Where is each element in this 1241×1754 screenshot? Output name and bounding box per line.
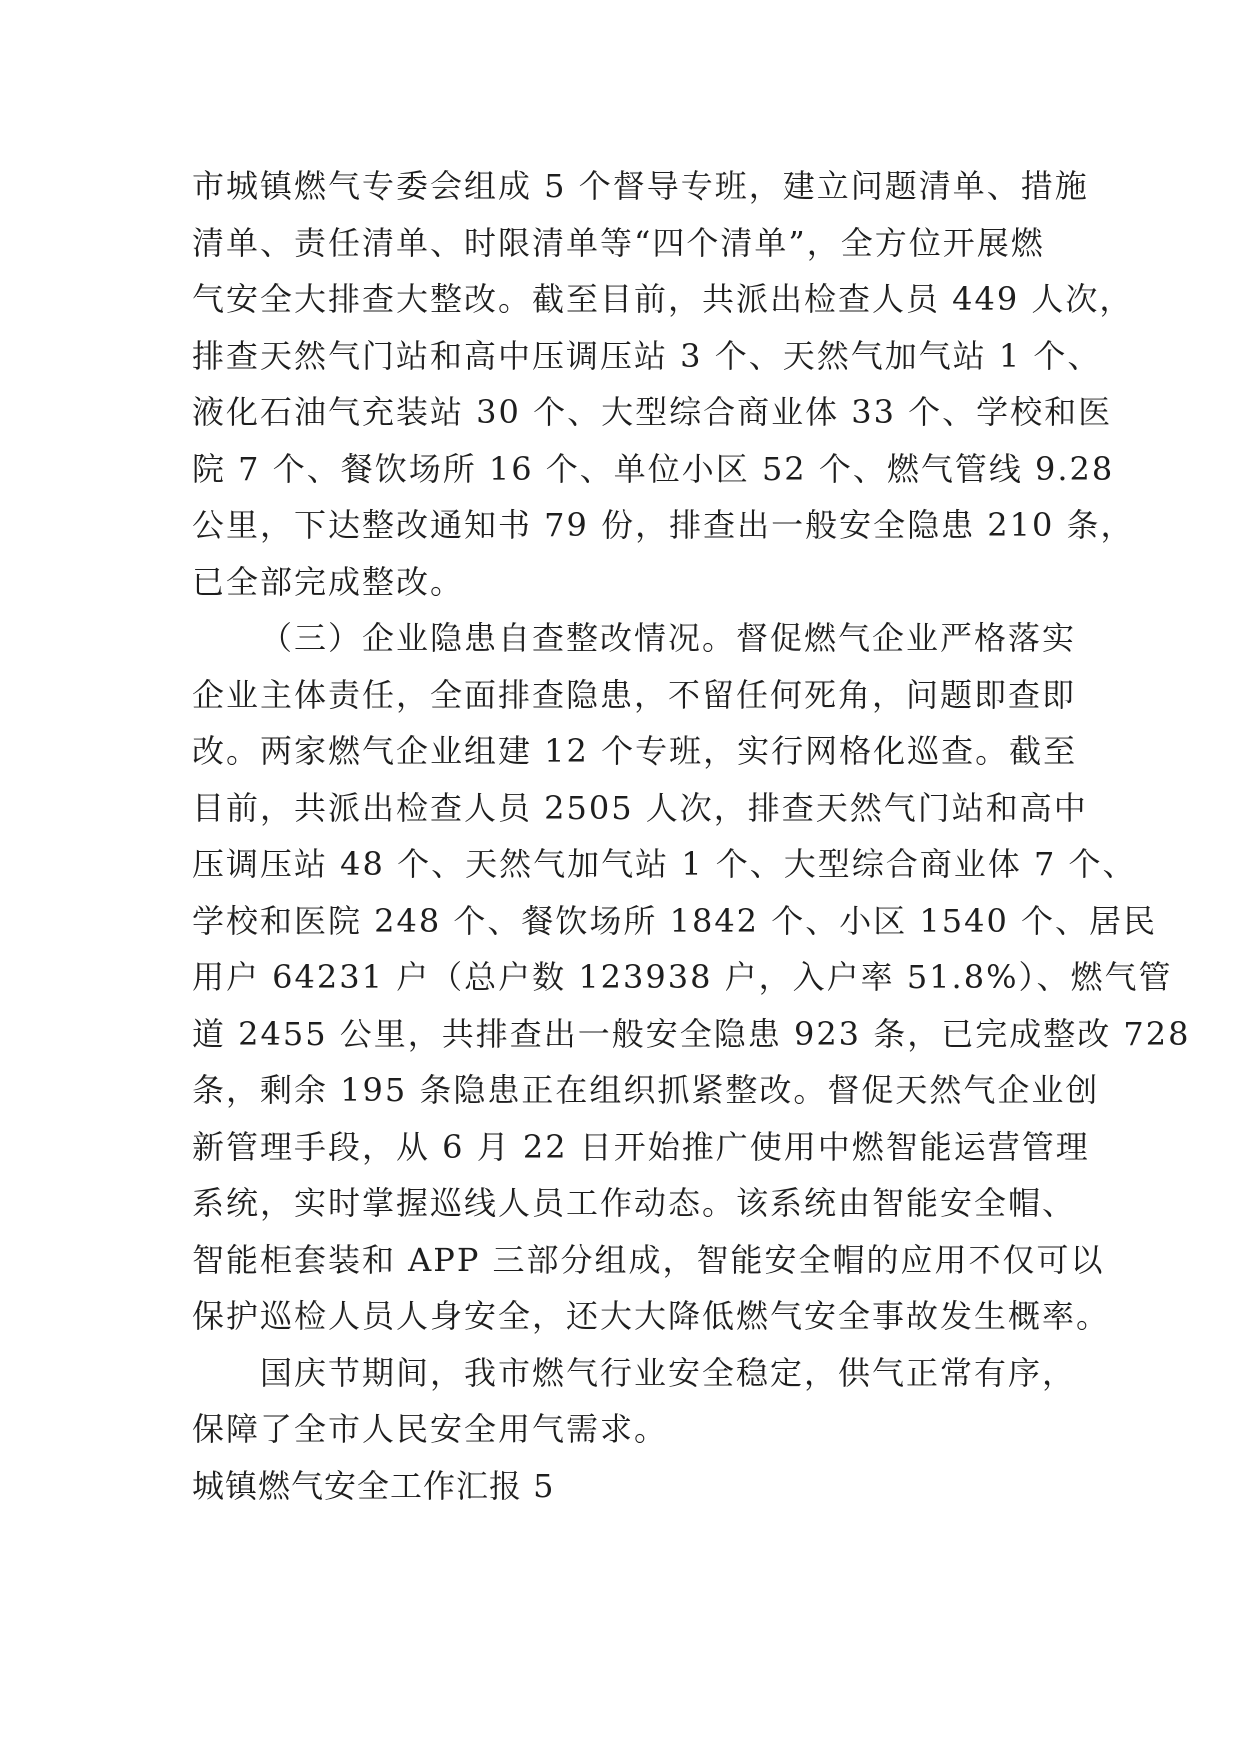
text-line-16: 道 2455 公里，共排查出一般安全隐患 923 条，已完成整改 728	[192, 1014, 1191, 1053]
text-line-6: 院 7 个、餐饮场所 16 个、单位小区 52 个、燃气管线 9.28	[192, 449, 1115, 488]
text-line-1: 市城镇燃气专委会组成 5 个督导专班，建立问题清单、措施	[192, 167, 1089, 205]
text-line-11: 改。两家燃气企业组建 12 个专班，实行网格化巡查。截至	[192, 732, 1078, 770]
text-line-3: 气安全大排查大整改。截至目前，共派出检查人员 449 人次，	[192, 280, 1134, 318]
text-line-8: 已全部完成整改。	[192, 562, 465, 601]
text-line-7: 公里，下达整改通知书 79 份，排查出一般安全隐患 210 条，	[192, 506, 1135, 544]
text-line-13: 压调压站 48 个、天然气加气站 1 个、大型综合商业体 7 个、	[192, 845, 1137, 883]
text-line-23: 保障了全市人民安全用气需求。	[192, 1410, 669, 1448]
text-line-4: 排查天然气门站和高中压调压站 3 个、天然气加气站 1 个、	[192, 336, 1102, 375]
text-line-21: 保护巡检人员人身安全，还大大降低燃气安全事故发生概率。	[192, 1297, 1111, 1335]
text-line-14: 学校和医院 248 个、餐饮场所 1842 个、小区 1540 个、居民	[192, 901, 1157, 940]
text-line-5: 液化石油气充装站 30 个、大型综合商业体 33 个、学校和医	[192, 393, 1113, 431]
text-line-22: 国庆节期间，我市燃气行业安全稳定，供气正常有序，	[260, 1353, 1077, 1392]
text-line-9: （三）企业隐患自查整改情况。督促燃气企业严格落实	[260, 619, 1077, 657]
text-line-20: 智能柜套装和 APP 三部分组成，智能安全帽的应用不仅可以	[192, 1240, 1105, 1279]
document-body	[192, 158, 1191, 1514]
text-line-2: 清单、责任清单、时限清单等“四个清单”，全方位开展燃	[192, 223, 1045, 262]
text-line-10: 企业主体责任，全面排查隐患，不留任何死角，问题即查即	[192, 675, 1077, 714]
text-line-12: 目前，共派出检查人员 2505 人次，排查天然气门站和高中	[192, 788, 1088, 827]
text-line-15: 用户 64231 户（总户数 123938 户，入户率 51.8%）、燃气管	[192, 958, 1173, 996]
text-line-18: 新管理手段，从 6 月 22 日开始推广使用中燃智能运营管理	[192, 1127, 1090, 1166]
text-line-19: 系统，实时掌握巡线人员工作动态。该系统由智能安全帽、	[192, 1184, 1077, 1222]
text-line-17: 条，剩余 195 条隐患正在组织抓紧整改。督促天然气企业创	[192, 1071, 1100, 1109]
section-heading: 城镇燃气安全工作汇报 5	[192, 1466, 555, 1505]
